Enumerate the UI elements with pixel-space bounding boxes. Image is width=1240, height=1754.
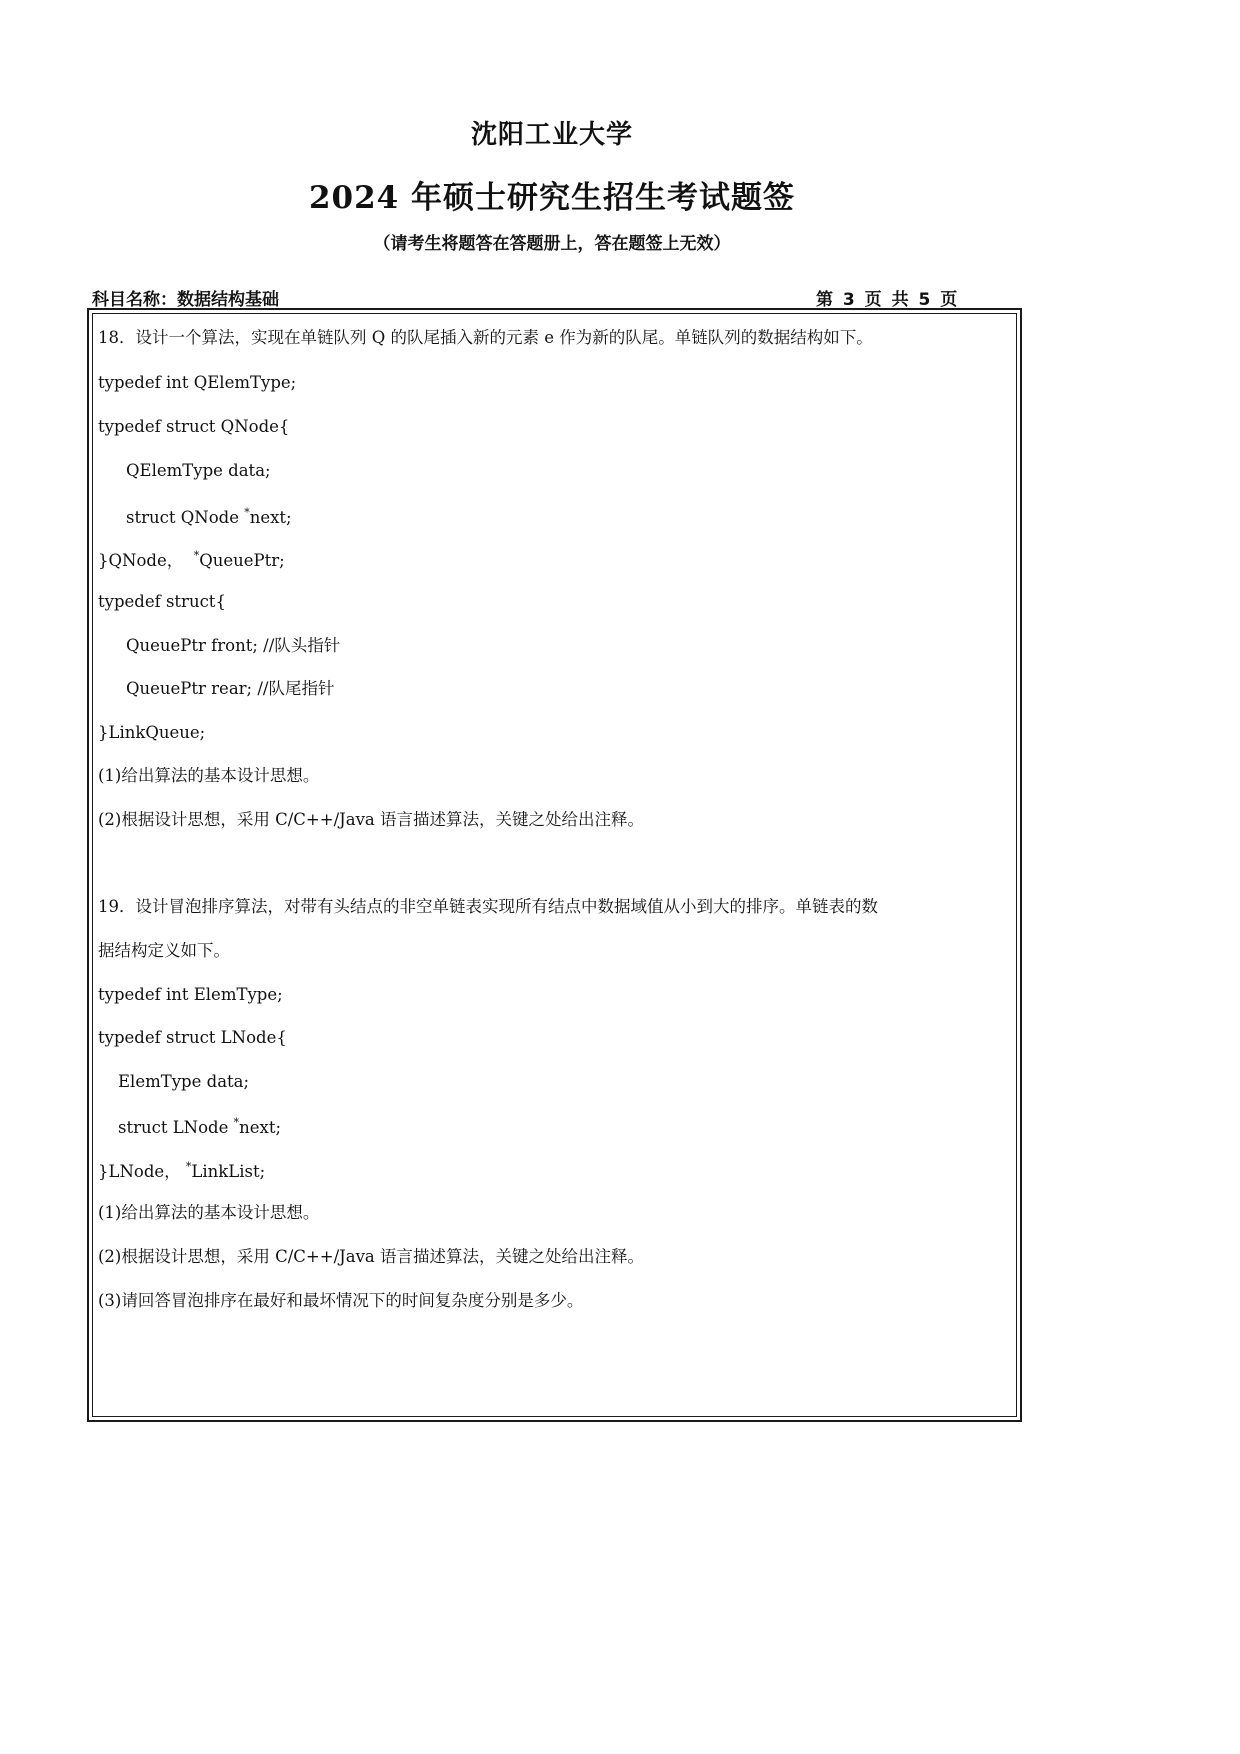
- q19-code-line-4-field: next;: [239, 1118, 282, 1137]
- page-indicator: 第 3 页 共 5 页: [816, 290, 958, 310]
- university-name: 沈阳工业大学: [470, 120, 633, 150]
- q18-part-2: (2)根据设计思想，采用 C/C++/Java 语言描述算法，关键之处给出注释。: [98, 810, 644, 829]
- q19-code-line-4: [118, 1117, 281, 1137]
- answer-notice: （请考生将题答在答题册上，答在题签上无效）: [373, 234, 731, 254]
- q19-code-line-4-text: struct LNode: [118, 1118, 234, 1137]
- q19-code-line-5: [98, 1161, 265, 1181]
- q18-code-line-7: QueuePtr front; //队头指针: [126, 636, 341, 655]
- q18-code-line-4: [126, 507, 292, 527]
- q19-part-3: (3)请回答冒泡排序在最好和最坏情况下的时间复杂度分别是多少。: [98, 1291, 584, 1310]
- q18-code-line-9: }LinkQueue;: [98, 723, 206, 742]
- q19-code-line-5-text: }LNode，: [98, 1162, 181, 1181]
- pointer-star: *: [185, 1160, 192, 1173]
- pointer-star: *: [233, 1116, 240, 1129]
- q18-code-line-6: typedef struct{: [98, 592, 226, 611]
- q18-code-line-4-field: next;: [249, 508, 292, 527]
- q18-code-line-1: typedef int QElemType;: [98, 373, 297, 392]
- q18-code-line-5: [98, 550, 285, 570]
- q19-stem-line-1: 19．设计冒泡排序算法，对带有头结点的非空单链表实现所有结点中数据域值从小到大的排序。单链表的数: [98, 897, 878, 916]
- pointer-star: *: [244, 506, 250, 519]
- subject-name: 科目名称：数据结构基础: [92, 290, 279, 310]
- q18-stem: 18．设计一个算法，实现在单链队列 Q 的队尾插入新的元素 e 作为新的队尾。单链队列的数据结构如下。: [98, 328, 873, 347]
- q19-code-line-2: typedef struct LNode{: [98, 1028, 287, 1047]
- pointer-star: *: [193, 549, 200, 562]
- q19-code-line-5-type: LinkList;: [191, 1162, 266, 1181]
- q19-part-1: (1)给出算法的基本设计思想。: [98, 1203, 320, 1222]
- q19-code-line-3: ElemType data;: [118, 1072, 250, 1091]
- q18-code-line-8: QueuePtr rear; //队尾指针: [126, 679, 335, 698]
- q18-code-line-5-type: QueuePtr;: [199, 551, 285, 570]
- q18-part-1: (1)给出算法的基本设计思想。: [98, 766, 320, 785]
- exam-title: 2024 年硕士研究生招生考试题签: [308, 180, 796, 216]
- q19-stem-line-2: 据结构定义如下。: [98, 941, 230, 960]
- q18-code-line-4-text: struct QNode: [126, 508, 245, 527]
- q18-code-line-2: typedef struct QNode{: [98, 417, 290, 436]
- q19-code-line-1: typedef int ElemType;: [98, 985, 283, 1004]
- q19-part-2: (2)根据设计思想，采用 C/C++/Java 语言描述算法，关键之处给出注释。: [98, 1247, 644, 1266]
- q18-code-line-3: QElemType data;: [126, 461, 271, 480]
- q18-code-line-5-text: }QNode，: [98, 551, 184, 570]
